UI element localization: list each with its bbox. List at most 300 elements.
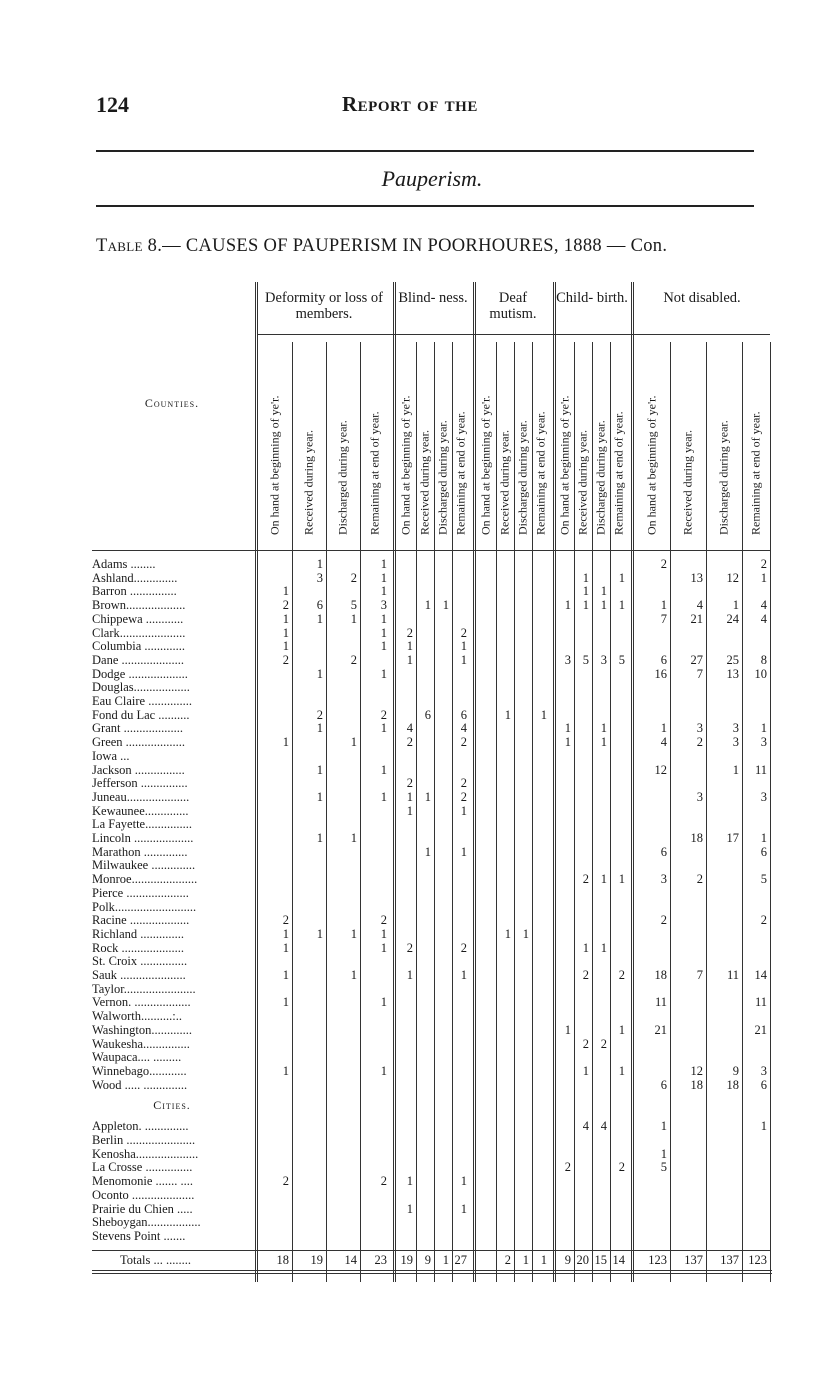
table-row (92, 1216, 756, 1230)
county-name: Wood ..... .............. (92, 1078, 188, 1092)
total-cell: 123 (648, 1252, 667, 1267)
table-cell: 13 (690, 570, 703, 585)
total-cell: 20 (576, 1252, 589, 1267)
table-row (92, 789, 767, 805)
column-header (574, 342, 592, 550)
total-cell: 15 (594, 1252, 607, 1267)
table-cell: 1 (460, 803, 467, 818)
table-cell: 18 (690, 1077, 703, 1092)
table-cell: 6 (460, 707, 467, 722)
table-cell: 1 (316, 666, 323, 681)
bottom-rule (92, 1273, 772, 1274)
table-cell: 6 (424, 707, 431, 722)
table-cell: 1 (380, 762, 387, 777)
table-cell: 1 (282, 584, 289, 599)
county-name: Sauk ..................... (92, 969, 186, 982)
table-cell: 4 (600, 1119, 607, 1134)
table-row (92, 627, 756, 641)
table-cell: 1 (460, 1201, 467, 1216)
table-cell: 2 (460, 625, 467, 640)
table-cell: 1 (522, 926, 529, 941)
table-cell: 5 (582, 652, 589, 667)
column-header-label: Received during year. (575, 430, 590, 535)
county-name: Racine ................... (92, 914, 190, 928)
table-cell: 5 (660, 1160, 667, 1175)
column-header-label: Remaining at end of year. (611, 411, 626, 535)
table-cell: 1 (760, 721, 767, 736)
table-cell: 5 (760, 872, 767, 887)
column-header-label: Received during year. (497, 430, 512, 535)
table-cell: 6 (660, 652, 667, 667)
county-name: Jackson ................ (92, 763, 185, 777)
column-header (360, 342, 390, 550)
table-cell: 1 (380, 625, 387, 640)
county-name: Rock .................... (92, 941, 185, 955)
county-name: Iowa ... (92, 749, 130, 763)
table-right-border (770, 342, 771, 1282)
total-cell: 1 (442, 1252, 449, 1267)
table-cell: 1 (282, 611, 289, 626)
table-cell: 1 (424, 789, 431, 804)
table-row (92, 805, 756, 819)
county-name: Oconto .................... (92, 1188, 195, 1202)
table-cell: 1 (380, 995, 387, 1010)
table-cell: 2 (696, 735, 703, 750)
table-cell: 2 (582, 968, 589, 982)
table-row (92, 1038, 756, 1052)
table-cell: 2 (380, 1174, 387, 1189)
column-header (610, 342, 628, 550)
table-row (92, 928, 756, 942)
table-cell: 3 (564, 652, 571, 667)
table-cell: 1 (618, 598, 625, 613)
table-cell: 3 (760, 735, 767, 750)
table-row (92, 709, 756, 723)
county-name: Marathon .............. (92, 845, 188, 859)
table-cell: 2 (350, 570, 357, 585)
column-header-label: Remaining at end of year. (453, 411, 468, 535)
table-cell: 24 (726, 611, 739, 626)
table-cell: 1 (540, 707, 547, 722)
table-cell: 5 (618, 652, 625, 667)
table-cell: 1 (406, 1174, 413, 1189)
county-name: Lincoln ................... (92, 832, 194, 845)
table-cell: 21 (690, 611, 703, 626)
total-cell: 137 (684, 1252, 703, 1267)
table-row (92, 666, 767, 682)
county-name: Menomonie ....... .... (92, 1175, 194, 1189)
column-header-label: Received during year. (680, 430, 695, 535)
total-cell: 123 (748, 1252, 767, 1267)
table-cell: 1 (316, 557, 323, 571)
group-header: Deaf mutism. (489, 290, 537, 322)
county-name: Kewaunee.............. (92, 804, 189, 818)
table-cell: 1 (442, 598, 449, 613)
totals-row (92, 1252, 767, 1268)
table-cell: 1 (660, 721, 667, 736)
table-cell: 1 (582, 940, 589, 955)
column-header-label: Discharged during year. (515, 420, 530, 535)
total-cell: 14 (344, 1252, 357, 1267)
table-cell: 1 (564, 1022, 571, 1037)
table-cell: 4 (582, 1119, 589, 1134)
county-name: Polk.......................... (92, 900, 197, 914)
column-header (742, 342, 770, 550)
bottom-rule (92, 1270, 772, 1271)
column-header-label: On hand at beginning of ye'r. (398, 395, 413, 535)
table-cell: 7 (696, 666, 703, 681)
table-cell: 1 (316, 831, 323, 845)
table-cell: 7 (696, 968, 703, 982)
table-cell: 2 (282, 1174, 289, 1189)
table-cell: 18 (690, 831, 703, 845)
table-row (92, 611, 767, 627)
table-cell: 4 (406, 721, 413, 736)
table-cell: 6 (660, 844, 667, 859)
column-header (532, 342, 550, 550)
table-cell: 1 (504, 926, 511, 941)
table-cell: 12 (726, 570, 739, 585)
table-cell: 1 (380, 940, 387, 955)
column-header-label: Remaining at end of year. (367, 411, 382, 535)
county-name: Brown................... (92, 599, 186, 613)
column-header-label: On hand at beginning of ye'r. (478, 395, 493, 535)
table-cell: 1 (600, 598, 607, 613)
group-header: Blind- ness. (398, 290, 468, 306)
table-cell: 4 (760, 598, 767, 613)
column-header (452, 342, 470, 550)
group-header: Not disabled. (663, 290, 741, 306)
table-cell: 1 (564, 598, 571, 613)
county-name: Fond du Lac .......... (92, 708, 190, 722)
column-header (592, 342, 610, 550)
table-row (92, 844, 767, 860)
table-cell: 2 (406, 625, 413, 640)
table-cell: 13 (726, 666, 739, 681)
table-cell: 1 (582, 584, 589, 599)
table-cell: 3 (380, 598, 387, 613)
table-row (92, 887, 756, 901)
table-cell: 3 (696, 789, 703, 804)
county-name: Richland .............. (92, 927, 185, 941)
table-cell: 1 (760, 1119, 767, 1134)
table-cell: 3 (600, 652, 607, 667)
column-header-label: Discharged during year. (335, 420, 350, 535)
county-name: Walworth..........:.. (92, 1010, 182, 1024)
table-cell: 1 (600, 721, 607, 736)
cities-header: Cities. (153, 1098, 191, 1113)
total-cell: 2 (504, 1252, 511, 1267)
table-cell: 3 (732, 735, 739, 750)
table-cell: 2 (618, 1160, 625, 1175)
table-cell: 1 (406, 1201, 413, 1216)
group-header: Child- birth. (556, 290, 628, 306)
column-header (292, 342, 326, 550)
table-cell: 1 (406, 652, 413, 667)
table-row (92, 913, 767, 928)
table-cell: 8 (760, 652, 767, 667)
table-cell: 2 (460, 776, 467, 791)
column-header (416, 342, 434, 550)
table-cell: 2 (582, 872, 589, 887)
table-cell: 1 (282, 995, 289, 1010)
table-row (92, 1134, 756, 1148)
total-cell: 9 (564, 1252, 571, 1267)
column-header-label: Received during year. (301, 430, 316, 535)
table-row (92, 1148, 756, 1162)
table-cell: 1 (618, 1063, 625, 1078)
table-cell: 1 (350, 611, 357, 626)
table-cell: 1 (582, 1063, 589, 1078)
table-cell: 11 (654, 995, 667, 1010)
table-cell: 1 (732, 762, 739, 777)
county-name: Milwaukee .............. (92, 859, 196, 873)
table-row (92, 721, 767, 736)
section-title: Pauperism. (381, 166, 483, 191)
table-cell: 1 (618, 1022, 625, 1037)
county-name: Sheboygan................. (92, 1216, 201, 1230)
table-cell: 1 (732, 598, 739, 613)
table-cell: 12 (654, 762, 667, 777)
table-cell: 1 (460, 652, 467, 667)
table-cell: 1 (460, 639, 467, 654)
table-cell: 1 (460, 968, 467, 982)
table-cell: 2 (618, 968, 625, 982)
table-cell: 1 (380, 584, 387, 599)
table-row (92, 831, 767, 846)
county-name: Chippewa ............ (92, 612, 184, 626)
total-cell: 9 (424, 1252, 431, 1267)
table-row (92, 640, 756, 654)
table-cell: 1 (600, 872, 607, 887)
table-cell: 12 (690, 1063, 703, 1078)
total-cell: 19 (310, 1252, 323, 1267)
table-cell: 2 (350, 652, 357, 667)
table-cell: 1 (618, 872, 625, 887)
table-row (92, 1175, 756, 1189)
table-row (92, 983, 756, 997)
county-name: Columbia ............. (92, 640, 186, 654)
column-header (496, 342, 514, 550)
table-cell: 11 (726, 968, 739, 982)
table-cell: 4 (660, 735, 667, 750)
table-row (92, 1022, 767, 1038)
county-name: Ashland.............. (92, 571, 178, 585)
table-cell: 2 (760, 557, 767, 571)
column-header-label: On hand at beginning of ye'r. (267, 395, 282, 535)
column-header (326, 342, 360, 550)
table-cell: 1 (282, 1063, 289, 1078)
table-cell: 2 (406, 940, 413, 955)
table-cell: 1 (380, 666, 387, 681)
table-cell: 1 (282, 940, 289, 955)
table-cell: 4 (696, 598, 703, 613)
county-name: Prairie du Chien ..... (92, 1202, 193, 1216)
county-name: Taylor....................... (92, 982, 196, 996)
table-cell: 6 (316, 598, 323, 613)
table-cell: 1 (282, 639, 289, 654)
county-name: Barron ............... (92, 585, 177, 599)
table-label: Table 8. (96, 236, 163, 256)
table-cell: 1 (760, 570, 767, 585)
table-cell: 2 (760, 913, 767, 928)
table-row (92, 750, 756, 764)
table-cell: 18 (726, 1077, 739, 1092)
table-cell: 7 (660, 611, 667, 626)
county-name: La Crosse ............... (92, 1161, 193, 1175)
table-cell: 1 (350, 968, 357, 982)
table-cell: 6 (760, 1077, 767, 1092)
table-cell: 2 (380, 913, 387, 928)
county-name: Stevens Point ....... (92, 1229, 186, 1243)
table-cell: 1 (316, 926, 323, 941)
column-header-label: On hand at beginning of ye'r. (557, 395, 572, 535)
table-cell: 2 (282, 598, 289, 613)
table-cell: 1 (424, 598, 431, 613)
table-cell: 11 (754, 762, 767, 777)
column-header (396, 342, 416, 550)
table-cell: 3 (760, 1063, 767, 1078)
column-header-label: Discharged during year. (716, 420, 731, 535)
table-cell: 1 (380, 611, 387, 626)
table-row (92, 818, 756, 832)
table-row (92, 955, 756, 969)
county-name: Waukesha............... (92, 1037, 190, 1051)
table-cell: 4 (760, 611, 767, 626)
table-cell: 2 (600, 1036, 607, 1051)
table-cell: 3 (732, 721, 739, 736)
table-row (92, 735, 767, 750)
table-cell: 2 (282, 652, 289, 667)
table-row (92, 1077, 767, 1093)
table-cell: 1 (504, 707, 511, 722)
group-header: Deformity or loss of members. (265, 290, 383, 322)
table-cell: 2 (460, 789, 467, 804)
counties-header: Counties. (144, 396, 200, 410)
table-cell: 10 (754, 666, 767, 681)
table-cell: 27 (690, 652, 703, 667)
table-caption (96, 236, 756, 257)
county-name: Winnebago............ (92, 1064, 187, 1078)
table-row (92, 1010, 756, 1024)
table-cell: 25 (726, 652, 739, 667)
table-row (92, 968, 767, 983)
column-header (258, 342, 292, 550)
table-cell: 2 (582, 1036, 589, 1051)
table-cell: 1 (460, 844, 467, 859)
table-cell: 1 (760, 831, 767, 845)
county-name: Monroe..................... (92, 873, 198, 887)
column-header (434, 342, 452, 550)
column-header-label: Discharged during year. (593, 420, 608, 535)
total-cell: 19 (400, 1252, 413, 1267)
table-cell: 2 (406, 735, 413, 750)
table-row (92, 901, 756, 915)
table-cell: 1 (564, 735, 571, 750)
column-header-label: Discharged during year. (435, 420, 450, 535)
county-name: Washington............. (92, 1023, 193, 1037)
table-cell: 1 (660, 598, 667, 613)
table-cell: 1 (424, 844, 431, 859)
county-name: Kenosha.................... (92, 1147, 199, 1161)
county-name: Clark..................... (92, 626, 186, 640)
total-cell: 1 (540, 1252, 547, 1267)
table-row (92, 1230, 756, 1244)
table-row (92, 762, 767, 778)
table-row (92, 1051, 756, 1065)
table-row (92, 859, 756, 873)
county-name: Grant ................... (92, 722, 183, 736)
table-cell: 6 (760, 844, 767, 859)
table-row (92, 777, 756, 791)
table-row (92, 598, 767, 613)
table-cell: 2 (282, 913, 289, 928)
table-cell: 1 (282, 625, 289, 640)
county-name: La Fayette............... (92, 818, 192, 832)
total-cell: 137 (720, 1252, 739, 1267)
totals-label: Totals ... ........ (120, 1252, 191, 1267)
table-cell: 3 (660, 872, 667, 887)
table-cell: 1 (282, 735, 289, 750)
column-header-label: On hand at beginning of ye'r. (644, 395, 659, 535)
table-cell: 1 (380, 570, 387, 585)
table-row (92, 585, 756, 599)
table-cell: 1 (380, 1063, 387, 1078)
table-row (92, 1119, 767, 1134)
total-cell: 18 (276, 1252, 289, 1267)
table-cell: 1 (350, 831, 357, 845)
table-cell: 1 (582, 598, 589, 613)
table-row (92, 557, 767, 572)
table-cell: 5 (350, 598, 357, 613)
column-header-label: Remaining at end of year. (533, 411, 548, 535)
county-name: Waupaca.... ......... (92, 1051, 182, 1065)
table-row (92, 1203, 756, 1217)
table-cell: 1 (316, 789, 323, 804)
table-cell: 2 (316, 707, 323, 722)
county-name: Eau Claire .............. (92, 695, 192, 708)
total-cell: 1 (522, 1252, 529, 1267)
table-cell: 1 (380, 926, 387, 941)
column-header-label: Remaining at end of year. (748, 411, 763, 535)
table-row (92, 695, 756, 709)
table-cell: 1 (660, 1146, 667, 1161)
table-row (92, 942, 756, 956)
top-rule (96, 150, 754, 152)
table-row (92, 652, 767, 668)
table-cell: 2 (660, 913, 667, 928)
table-cell: 2 (696, 872, 703, 887)
table-cell: 2 (660, 557, 667, 571)
table-cell: 1 (350, 926, 357, 941)
totals-top-rule (92, 1250, 770, 1251)
table-cell: 1 (660, 1119, 667, 1134)
column-header (670, 342, 706, 550)
table-row (92, 872, 767, 887)
table-cell: 2 (460, 940, 467, 955)
county-name: Dodge ................... (92, 667, 188, 681)
table-cell: 1 (316, 721, 323, 736)
table-cell: 1 (380, 789, 387, 804)
table-cell: 14 (754, 968, 767, 982)
page-number: 124 (96, 92, 129, 117)
table-cell: 1 (406, 968, 413, 982)
column-header (634, 342, 670, 550)
county-name: Juneau.................... (92, 790, 190, 804)
county-name: Dane .................... (92, 653, 184, 667)
header-bottom-rule (92, 550, 770, 551)
total-cell: 23 (374, 1252, 387, 1267)
